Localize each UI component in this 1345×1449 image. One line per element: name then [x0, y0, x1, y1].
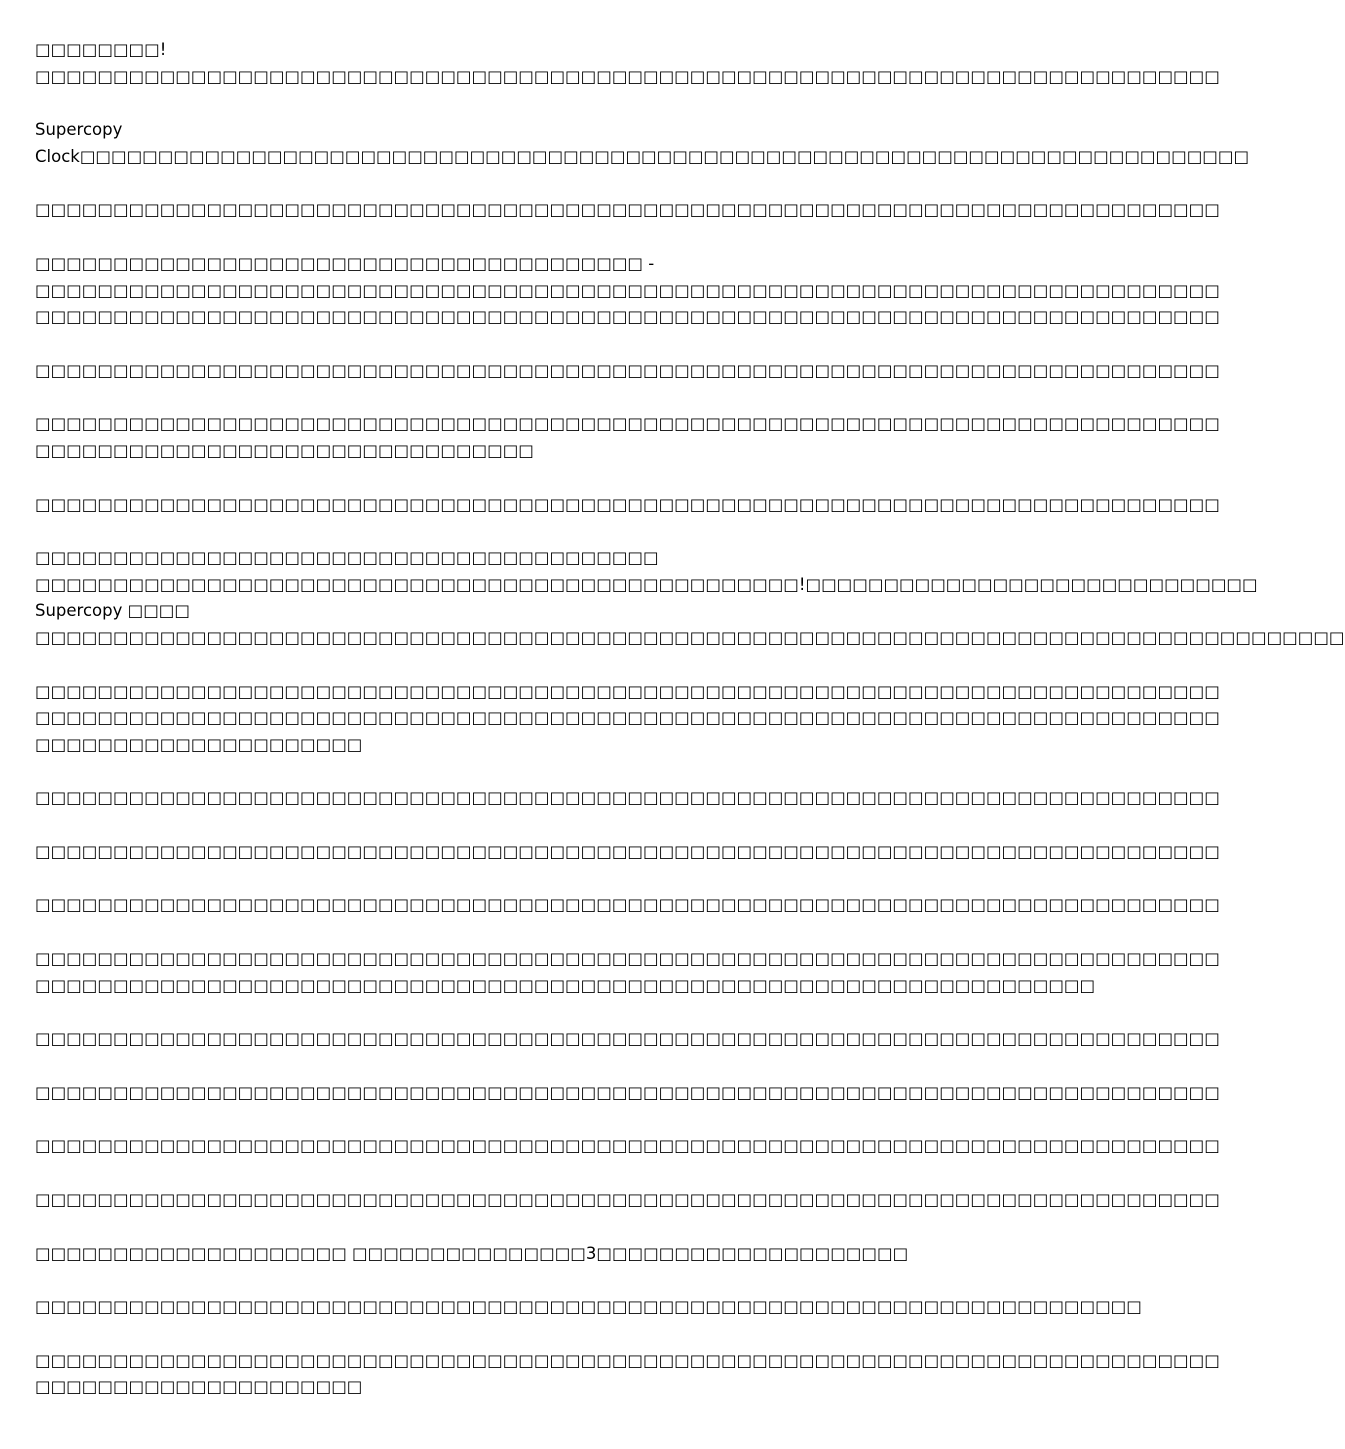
text-line: □□□□□□□□□□□□□□□□□□□□□□□□□□□□□□□□	[35, 440, 534, 460]
text-line: Clock□□□□□□□□□□□□□□□□□□□□□□□□□□□□□□□□□□□□□□□□□□□□□□□□□□□□□□□□□□□□□□□□□□□□□□□□□□□	[35, 146, 1250, 166]
text-line: □□□□□□□□□□□□□□□□□□□□□□□□□□□□□□□□□□□□□□□□□□□□□□□□□□□□□□□□□□□□□□□□□□□□□□□□□□□□	[35, 1350, 1220, 1370]
text-line: □□□□□□□□□□□□□□□□□□□□□□□□□□□□□□□□□□□□□□□□□□□□□□□□□□□□□□□□□□□□□□□□□□□□□□□□□□□□	[35, 681, 1220, 701]
paragraph-17	[35, 1187, 1220, 1214]
paragraph-19	[35, 1294, 1142, 1321]
paragraph-16	[35, 1133, 1220, 1160]
text-line: □□□□□□□□□□□□□□□□□□□□□□□□□□□□□□□□□□□□□□□□□□□□□□□□□□□□□□□□□□□□□□□□□□□□□□□□□□□□	[35, 1082, 1220, 1102]
text-line: □□□□□□□□!	[35, 40, 167, 59]
paragraph-10	[35, 785, 1220, 812]
paragraph-5	[35, 358, 1220, 385]
text-line: □□□□□□□□□□□□□□□□□□□□□□□□□□□□□□□□□□□□□□□□□□□□□□□□□□□□□□□□□□□□□□□□□□□□□□□□□□□□	[35, 414, 1220, 434]
paragraph-18	[35, 1241, 990, 1268]
paragraph-15	[35, 1080, 1220, 1107]
paragraph-20	[35, 1348, 1220, 1401]
text-line: Supercopy □□□□	[35, 601, 190, 621]
text-line: □□□□□□□□□□□□□□□□□□□□□□□□□□□□□□□□□□□□□□□□□□□□□□□□□□□□□□□□□□□□□□□□□□□□□□□□□□□□	[35, 895, 1220, 915]
text-line: □□□□□□□□□□□□□□□□□□□□□□□□□□□□□□□□□□□□□□□□□□□□□□□□□□□□□□□□□□□□□□□□□□□□	[35, 975, 1096, 995]
text-line: Supercopy	[35, 120, 123, 140]
text-line: □□□□□□□□□□□□□□□□□□□□□□□□□□□□□□□□□□□□□□□□□□□□□□□□□□□□□□□□□□□□□□□□□□□□□□□□□□□□	[35, 1136, 1220, 1156]
text-line: □□□□□□□□□□□□□□□□□□□□□□□□□□□□□□□□□□□□□□□ -	[35, 253, 655, 273]
paragraph-11	[35, 839, 1220, 866]
paragraph-2	[35, 117, 1250, 170]
paragraph-4	[35, 251, 1220, 331]
text-line: □□□□□□□□□□□□□□□□□□□□□□□□□□□□□□□□□□□□□□□□□□□□□□□□□□□□□□□□□□□□□□□□□□□□□□□□□□□□	[35, 280, 1220, 300]
text-line: □□□□□□□□□□□□□□□□□□□□□□□□□□□□□□□□□□□□□□□□□□□□□□□□□□□□□□□□□□□□□□□□□□□□□□□□□□□□	[35, 841, 1220, 861]
paragraph-12	[35, 892, 1220, 919]
paragraph-8	[35, 545, 1345, 651]
text-line: □□□□□□□□□□□□□□□□□□□□□□□□□□□□□□□□□□□□□□□□□□□□□□□□□□□□□□□□□□□□□□□□□□□□□□□□□□□□	[35, 1029, 1220, 1049]
text-line: □□□□□□□□□□□□□□□□□□□□□□□□□□□□□□□□□□□□□□□□□□□□□□□□□□□□□□□□□□□□□□□□□□□□□□□□□□□□	[35, 307, 1220, 327]
text-line: □□□□□□□□□□□□□□□□□□□□□□□□□□□□□□□□□□□□□□□□□□□□□□□□□□□□□□□□□□□□□□□□□□□□□□□□□□□□	[35, 66, 1220, 86]
paragraph-1	[35, 37, 1220, 90]
document-body	[35, 37, 1345, 1428]
text-line: □□□□□□□□□□□□□□□□□□□□□□□□□□□□□□□□□□□□□□□□□□□□□□□□□□□□□□□□□□□□□□□□□□□□□□□□□□□□	[35, 200, 1220, 220]
paragraph-3	[35, 197, 1220, 224]
text-line: □□□□□□□□□□□□□□□□□□□□□□□□□□□□□□□□□□□□□□□□□□□□□□□□□□□□□□□□□□□□□□□□□□□□□□□□□□□□□□□□□□□□	[35, 627, 1345, 647]
text-line: □□□□□□□□□□□□□□□□□□□□□□□□□□□□□□□□□□□□□□□□□□□□□□□□□□□□□□□□□□□□□□□□□□□□□□□	[35, 1297, 1142, 1317]
text-line: □□□□□□□□□□□□□□□□□□□□□	[35, 1377, 363, 1397]
text-line: □□□□□□□□□□□□□□□□□□□□□□□□□□□□□□□□□□□□□□□□□□□□□□□□□!□□□□□□□□□□□□□□□□□□□□□□□□□□□□□	[35, 574, 1258, 594]
text-line: □□□□□□□□□□□□□□□□□□□□□□□□□□□□□□□□□□□□□□□□□□□□□□□□□□□□□□□□□□□□□□□□□□□□□□□□□□□□	[35, 708, 1220, 728]
paragraph-14	[35, 1026, 1220, 1053]
text-line: □□□□□□□□□□□□□□□□□□□□□□□□□□□□□□□□□□□□□□□□□□□□□□□□□□□□□□□□□□□□□□□□□□□□□□□□□□□□	[35, 1190, 1220, 1210]
text-line: □□□□□□□□□□□□□□□□□□□□□	[35, 734, 363, 754]
text-line: □□□□□□□□□□□□□□□□□□□□□□□□□□□□□□□□□□□□□□□□□□□□□□□□□□□□□□□□□□□□□□□□□□□□□□□□□□□□	[35, 788, 1220, 808]
paragraph-9	[35, 679, 1220, 759]
paragraph-7	[35, 492, 1220, 519]
text-line: □□□□□□□□□□□□□□□□□□□□□□□□□□□□□□□□□□□□□□□□	[35, 548, 659, 568]
text-line: □□□□□□□□□□□□□□□□□□□□□□□□□□□□□□□□□□□□□□□□□□□□□□□□□□□□□□□□□□□□□□□□□□□□□□□□□□□□	[35, 360, 1220, 380]
paragraph-6	[35, 411, 1220, 464]
text-line: □□□□□□□□□□□□□□□□□□□□□□□□□□□□□□□□□□□□□□□□□□□□□□□□□□□□□□□□□□□□□□□□□□□□□□□□□□□□	[35, 949, 1220, 969]
text-line: □□□□□□□□□□□□□□□□□□□□□□□□□□□□□□□□□□□□□□□□□□□□□□□□□□□□□□□□□□□□□□□□□□□□□□□□□□□□	[35, 494, 1220, 514]
text-line: □□□□□□□□□□□□□□□□□□□□ □□□□□□□□□□□□□□□3□□□□□□□□□□□□□□□□□□□□	[35, 1243, 909, 1263]
paragraph-13	[35, 946, 1220, 999]
